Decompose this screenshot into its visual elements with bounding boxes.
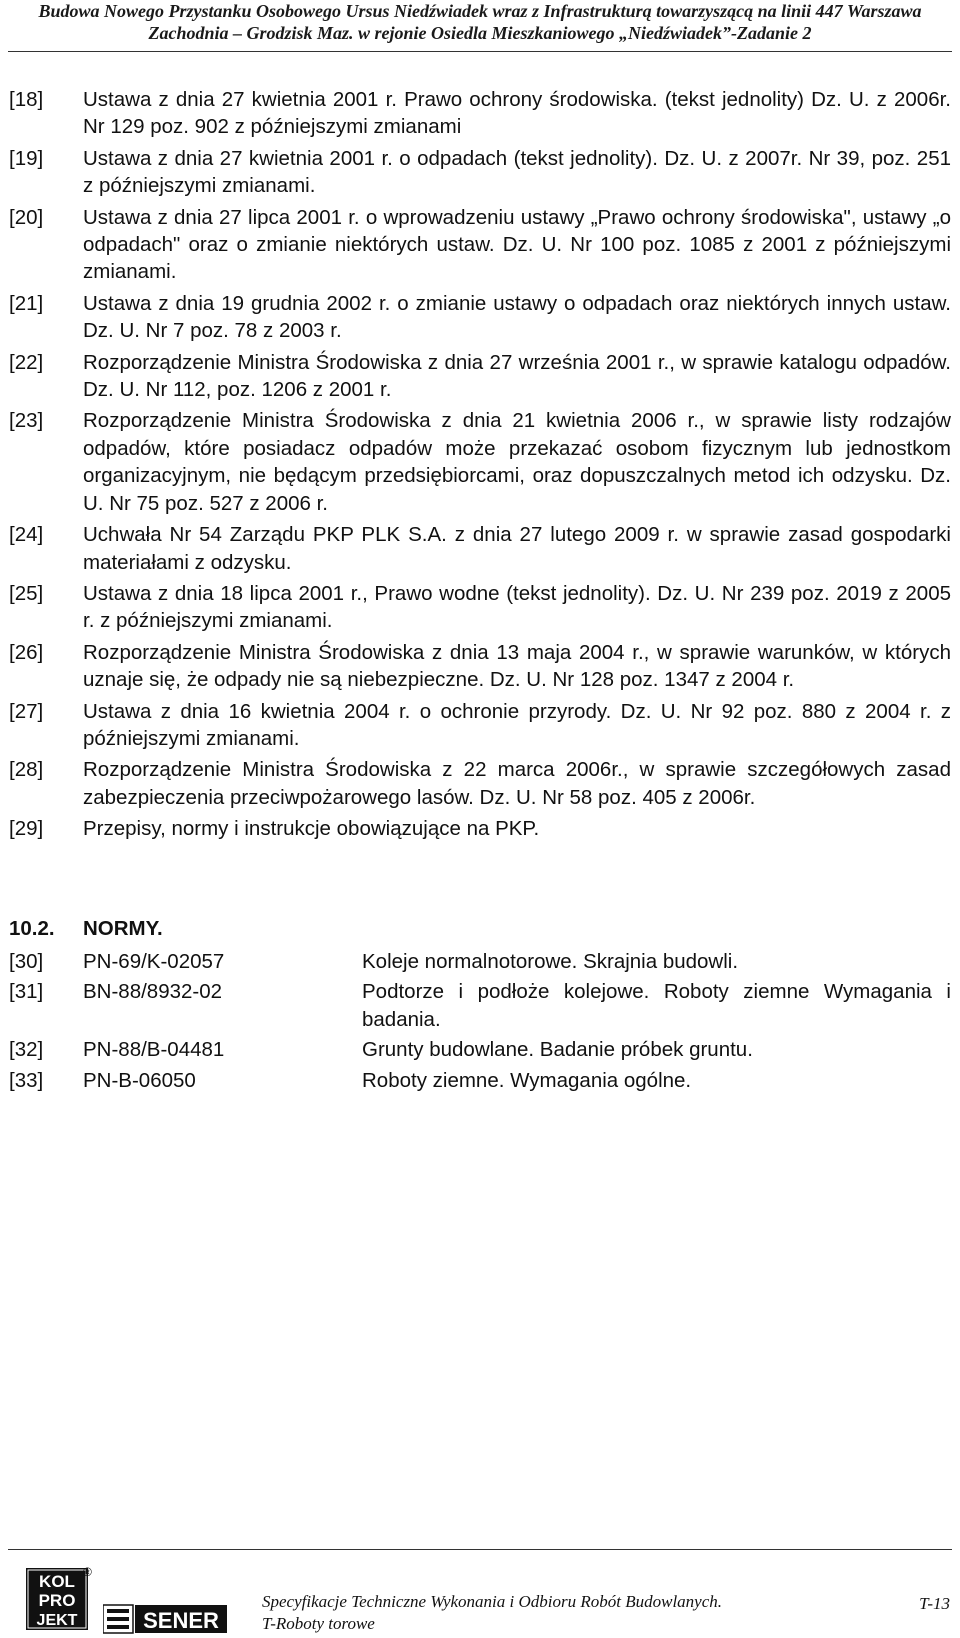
section-number: 10.2. (9, 917, 55, 940)
norm-description: Roboty ziemne. Wymagania ogólne. (362, 1068, 692, 1092)
reference-number: [19] (9, 146, 44, 170)
norm-code: PN-88/B-04481 (83, 1038, 225, 1062)
norm-description: Podtorze i podłoże kolejowe. Roboty ziemne Wymagania i badania. (362, 980, 951, 1031)
section-heading (9, 917, 163, 941)
reference-item (9, 521, 951, 576)
reference-number: [25] (9, 581, 44, 605)
reference-text: Ustawa z dnia 16 kwietnia 2004 r. o ochronie przyrody. Dz. U. Nr 92 poz. 880 z 2004 r. z późniejszymi zmianami. (83, 699, 951, 750)
norm-number: [32] (9, 1038, 44, 1062)
reference-text: Ustawa z dnia 27 lipca 2001 r. o wprowadzeniu ustawy „Prawo ochrony środowiska", ustawy „o odpadach" oraz o zmianie niektórych ustaw. Dz. U. Nr 100 poz. 1085 z 2001 z późniejszymi zmianami. (83, 205, 951, 284)
reference-text: Ustawa z dnia 18 lipca 2001 r., Prawo wodne (tekst jednolity). Dz. U. Nr 239 poz. 2019 z 2005 r. z późniejszymi zmianami. (83, 581, 951, 633)
reference-text: Ustawa z dnia 19 grudnia 2002 r. o zmianie ustawy o odpadach oraz niektórych innych ustaw. Dz. U. Nr 7 poz. 78 z 2003 r. (83, 291, 951, 343)
reference-item (9, 145, 951, 200)
reference-text: Ustawa z dnia 27 kwietnia 2001 r. o odpadach (tekst jednolity). Dz. U. z 2007r. Nr 39, poz. 251 z późniejszymi zmianami. (83, 146, 951, 198)
references-list (9, 86, 951, 847)
reference-number: [28] (9, 758, 44, 782)
norm-item (9, 948, 951, 975)
kolprojekt-logo-line-3: JEKT (36, 1612, 78, 1629)
header-divider (8, 51, 952, 52)
reference-item (9, 349, 951, 404)
norm-code: PN-B-06050 (83, 1068, 196, 1092)
reference-text: Uchwała Nr 54 Zarządu PKP PLK S.A. z dnia 27 lutego 2009 r. w sprawie zasad gospodarki materiałami z odzysku. (83, 523, 951, 574)
norm-description: Grunty budowlane. Badanie próbek gruntu. (362, 1038, 753, 1062)
reference-text: Rozporządzenie Ministra Środowiska z dnia 21 kwietnia 2006 r., w sprawie listy rodzajów odpadów, które posiadacz odpadów może przekazać osobom fizycznym lub jednostkom organizacyjnym, nie będącym przedsiębiorcami, oraz dopuszczalnych metod ich odzysku. Dz. U. Nr 75 poz. 527 z 2006 r. (83, 409, 951, 515)
reference-item (9, 204, 951, 286)
norm-item (9, 1036, 951, 1063)
reference-number: [23] (9, 409, 44, 433)
page-header (30, 0, 930, 44)
reference-number: [29] (9, 817, 44, 841)
norms-list (9, 948, 951, 1097)
norm-number: [31] (9, 980, 44, 1004)
reference-number: [26] (9, 640, 44, 664)
footer-text (262, 1591, 722, 1635)
reference-item (9, 290, 951, 345)
reference-item (9, 756, 951, 811)
norm-code: BN-88/8932-02 (83, 980, 223, 1004)
header-line-2: Zachodnia – Grodzisk Maz. w rejonie Osiedla Mieszkaniowego „Niedźwiadek”-Zadanie 2 (148, 23, 812, 43)
reference-text: Rozporządzenie Ministra Środowiska z 22 marca 2006r., w sprawie szczegółowych zasad zabezpieczenia przeciwpożarowego lasów. Dz. U. Nr 58 poz. 405 z 2006r. (83, 758, 951, 809)
kolprojekt-logo (26, 1568, 88, 1630)
kolprojekt-logo-line-2: PRO (38, 1591, 76, 1610)
reference-number: [22] (9, 350, 44, 374)
norm-item (9, 1067, 951, 1094)
reference-item (9, 639, 951, 694)
footer-divider (8, 1549, 952, 1550)
reference-number: [27] (9, 699, 44, 723)
reference-number: [20] (9, 205, 44, 229)
reference-text: Ustawa z dnia 27 kwietnia 2001 r. Prawo ochrony środowiska. (tekst jednolity) Dz. U. z 2006r. Nr 129 poz. 902 z późniejszymi zmianami (83, 88, 951, 139)
norm-description: Koleje normalnotorowe. Skrajnia budowli. (362, 950, 739, 973)
norm-number: [30] (9, 950, 44, 973)
page-number: T-13 (919, 1594, 950, 1613)
norm-number: [33] (9, 1068, 44, 1092)
sener-logo-text: SENER (143, 1608, 219, 1633)
footer-line-2: T-Roboty torowe (262, 1614, 375, 1633)
registered-mark: ® (83, 1565, 92, 1579)
sener-logo (103, 1604, 228, 1634)
reference-item (9, 698, 951, 753)
reference-item (9, 580, 951, 635)
reference-number: [21] (9, 291, 44, 315)
reference-number: [24] (9, 523, 44, 547)
header-line-1: Budowa Nowego Przystanku Osobowego Ursus Niedźwiadek wraz z Infrastrukturą towarzyszącą na linii 447 Warszawa (38, 1, 922, 21)
reference-item (9, 815, 951, 842)
reference-text: Przepisy, normy i instrukcje obowiązujące na PKP. (83, 817, 540, 841)
reference-text: Rozporządzenie Ministra Środowiska z dnia 13 maja 2004 r., w sprawie warunków, w których uznaje się, że odpady nie są niebezpieczne. Dz. U. Nr 128 poz. 1347 z 2004 r. (83, 640, 951, 692)
reference-item (9, 86, 951, 141)
norm-item (9, 978, 951, 1033)
footer-line-1: Specyfikacje Techniczne Wykonania i Odbioru Robót Budowlanych. (262, 1592, 723, 1611)
reference-text: Rozporządzenie Ministra Środowiska z dnia 27 września 2001 r., w sprawie katalogu odpadów. Dz. U. Nr 112, poz. 1206 z 2001 r. (83, 350, 951, 402)
section-title: NORMY. (83, 917, 163, 940)
norm-code: PN-69/K-02057 (83, 950, 225, 973)
reference-number: [18] (9, 88, 44, 111)
reference-item (9, 407, 951, 517)
kolprojekt-logo-line-1: KOL (39, 1572, 75, 1591)
